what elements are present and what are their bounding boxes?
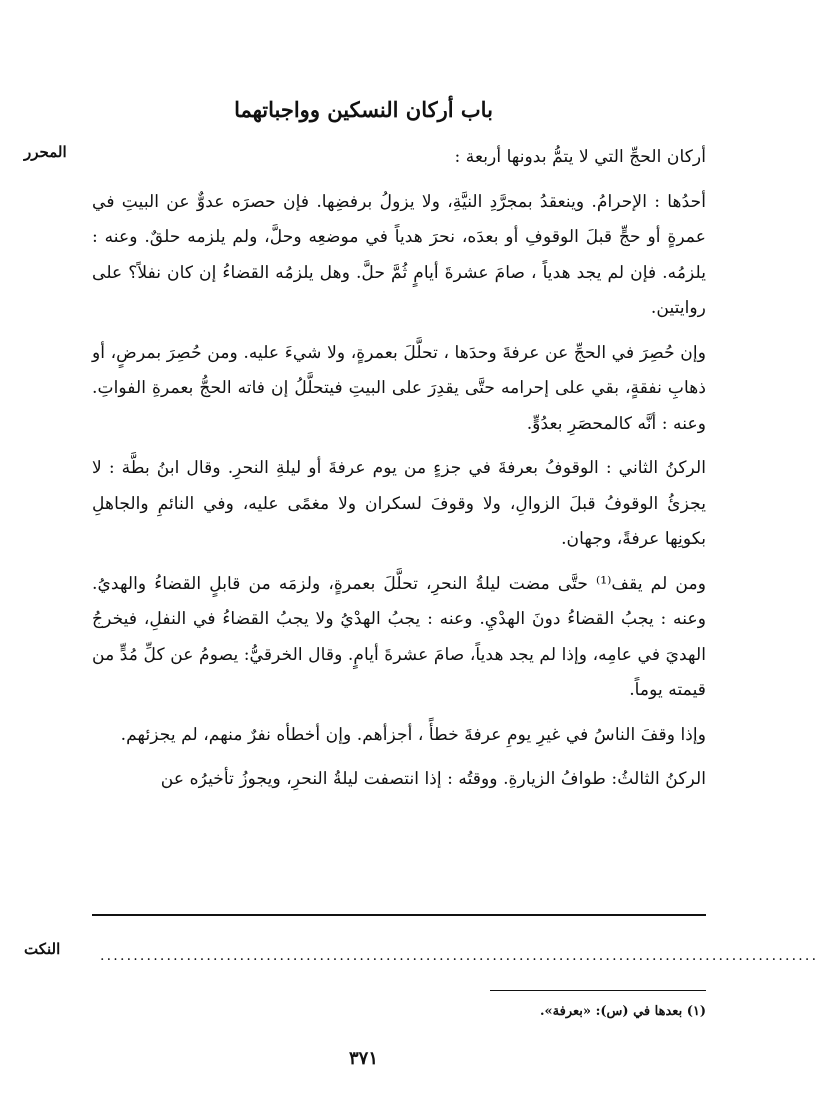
margin-label-muharrar: المحرر bbox=[24, 143, 67, 161]
paragraph-tawaf: الركنُ الثالثُ: طوافُ الزيارةِ. ووقتُه : إذا انتصفت ليلةُ النحرِ، ويجوزُ تأخيرُه عن bbox=[160, 769, 706, 789]
paragraph-khata: وإذا وقفَ الناسُ في غيرِ يومِ عرفةَ خطأً ، أجزأهم. وإن أخطأه نفرٌ منهم، لم يجزئهم. bbox=[120, 724, 706, 745]
footnote-divider bbox=[490, 990, 706, 991]
dotted-line: ............................................................................................................ bbox=[100, 948, 818, 964]
page-number: ٣٧١ bbox=[348, 1048, 378, 1069]
section-divider bbox=[92, 914, 706, 916]
paragraph-intro: أركان الحجِّ التي لا يتمُّ بدونها أربعة : bbox=[454, 147, 706, 167]
main-text bbox=[92, 140, 706, 807]
paragraph-hasr: وإن حُصِرَ في الحجِّ عن عرفةَ وحدَها ، تحلَّلَ بعمرةٍ، ولا شيءَ عليه. ومن حُصِرَ بمرضٍ، أو ذهابِ نفقةٍ، بقي على إحرامه حتَّى يقدِرَ على البيتِ فيتحلَّلُ إن فاته الحجُّ بعمرةِ الفواتِ. وعنه : أنَّه كالمحصَرِ بعدُوٍّ. bbox=[92, 342, 706, 434]
chapter-title: باب أركان النسكين وواجباتهما bbox=[234, 97, 493, 122]
margin-label-nukat: النكت bbox=[24, 940, 61, 958]
footnote: (١) بعدها في (س): «بعرفة». bbox=[540, 1004, 706, 1019]
paragraph-wuquf: الركنُ الثاني : الوقوفُ بعرفةَ في جزءٍ من يوم عرفةَ أو ليلةِ النحرِ. وقال ابنُ بطَّة : لا يجزئُ الوقوفُ قبلَ الزوالِ، ولا وقوفَ لسكران ولا مغمًى عليه، وفي النائمِ والجاهلِ بكونِها عرفةً، وجهان. bbox=[92, 458, 706, 549]
paragraph-fawat: ومن لم يقف⁽¹⁾ حتَّى مضت ليلةُ النحرِ، تحلَّلَ بعمرةٍ، ولزمَه من قابلٍ القضاءُ والهديُ. وعنه : يجبُ القضاءُ دونَ الهدْيِ. وعنه : يجبُ الهدْيُ ولا يجبُ القضاءُ في النفلِ، فيخرجُ الهديَ في عامِه، وإذا لم يجد هدياً، صامَ عشرةَ أيامٍ. وقال الخرقيُّ: يصومُ عن كلِّ مُدٍّ من قيمته يوماً. bbox=[92, 573, 706, 700]
paragraph-ihram: أحدُها : الإحرامُ. وينعقدُ بمجرَّدِ النيَّةِ، ولا يزولُ برفضِها. فإن حصرَه عدوٌّ عن البيتِ في عمرةٍ أو حجٍّ قبلَ الوقوفِ أو بعدَه، نحرَ هدياً في موضعِه وحلَّ، ولم يلزمه حلقٌ. وعنه : يلزمُه. فإن لم يجد هدياً ، صامَ عشرةَ أيامٍ ثُمَّ حلَّ. وهل يلزمُه القضاءُ إن كان نفلاً؟ على روايتين. bbox=[92, 191, 706, 318]
